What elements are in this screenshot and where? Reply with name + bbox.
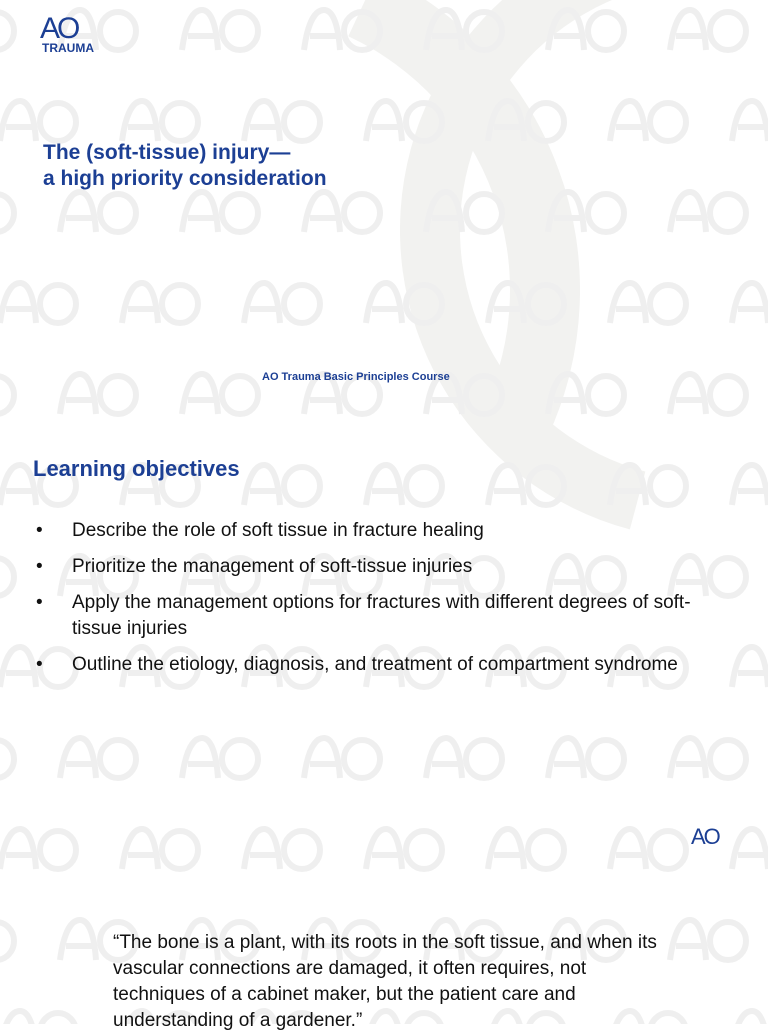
watermark-o-shape (222, 376, 258, 414)
watermark-a-shape (182, 738, 218, 778)
watermark-o-shape (710, 740, 746, 778)
watermark-o-shape (0, 12, 14, 50)
watermark-o-shape (466, 376, 502, 414)
watermark-o-shape (528, 285, 564, 323)
watermark-logo-icon (122, 283, 198, 323)
watermark-a-shape (244, 465, 280, 505)
watermark-logo-icon (488, 829, 564, 869)
list-item (36, 652, 736, 678)
watermark-o-shape (406, 103, 442, 141)
watermark-o-shape (0, 376, 14, 414)
watermark-o-shape (284, 103, 320, 141)
watermark-o-shape (344, 740, 380, 778)
watermark-o-shape (0, 194, 14, 232)
watermark-o-shape (528, 467, 564, 505)
watermark-logo-icon (732, 829, 768, 869)
watermark-a-shape (182, 10, 218, 50)
watermark-a-shape (488, 829, 524, 869)
watermark-a-shape (60, 920, 96, 960)
watermark-o-shape (650, 285, 686, 323)
watermark-logo-icon (488, 101, 564, 141)
watermark-logo-icon (610, 283, 686, 323)
watermark-a-shape (0, 1011, 36, 1024)
watermark-o-shape (162, 103, 198, 141)
watermark-o-shape (344, 194, 380, 232)
watermark-logo-icon (60, 374, 136, 414)
watermark-o-shape (284, 467, 320, 505)
ao-logo-small: AO (691, 824, 719, 849)
list-item (36, 554, 736, 580)
watermark-o-shape (588, 740, 624, 778)
watermark-o-shape (162, 285, 198, 323)
watermark-logo-icon (670, 738, 746, 778)
watermark-o-shape (40, 285, 76, 323)
watermark-o-shape (284, 831, 320, 869)
watermark-o-shape (40, 831, 76, 869)
objective-text: Apply the management options for fractures with different degrees of soft-tissue injuries (72, 592, 691, 639)
watermark-logo-icon (0, 283, 76, 323)
watermark-a-shape (122, 829, 158, 869)
watermark-logo-icon (732, 1011, 768, 1024)
watermark-o-shape (0, 922, 14, 960)
watermark-logo-icon (610, 829, 686, 869)
watermark-logo-icon (244, 829, 320, 869)
watermark-logo-icon (0, 920, 14, 960)
watermark-logo-icon (670, 10, 746, 50)
watermark-logo-icon (182, 10, 258, 50)
watermark-logo-icon (244, 283, 320, 323)
bullet-icon: • (36, 592, 43, 613)
watermark-a-shape (0, 647, 36, 687)
objectives-list (36, 518, 736, 688)
watermark-o-shape (588, 376, 624, 414)
watermark-logo-icon (0, 829, 76, 869)
watermark-a-shape (244, 283, 280, 323)
watermark-logo-icon (366, 101, 442, 141)
slide-title (43, 140, 327, 192)
watermark-a-shape (670, 920, 706, 960)
watermark-logo-icon (426, 10, 502, 50)
watermark-a-shape (488, 465, 524, 505)
watermark-o-shape (406, 831, 442, 869)
watermark-logo-icon (732, 283, 768, 323)
list-item (36, 590, 736, 642)
watermark-o-shape (710, 12, 746, 50)
watermark-logo-icon (304, 10, 380, 50)
watermark-a-shape (366, 829, 402, 869)
watermark-logo-icon (548, 738, 624, 778)
watermark-logo-icon (304, 738, 380, 778)
watermark-o-shape (588, 12, 624, 50)
watermark-logo-icon (548, 10, 624, 50)
watermark-a-shape (610, 829, 646, 869)
watermark-a-shape (610, 465, 646, 505)
watermark-a-shape (304, 738, 340, 778)
watermark-a-shape (732, 465, 768, 505)
watermark-o-shape (40, 1013, 76, 1024)
title-line-1: The (soft-tissue) injury— (43, 141, 291, 164)
watermark-logo-icon (60, 738, 136, 778)
watermark-o-shape (528, 831, 564, 869)
watermark-logo-icon (0, 192, 14, 232)
watermark-logo-icon (488, 465, 564, 505)
quote-text: “The bone is a plant, with its roots in the soft tissue, and when its vascular connections are damaged, it often requires, not techniques of a cabinet maker, but the patient care and understanding of a gardener.” (113, 932, 657, 1031)
watermark-a-shape (426, 192, 462, 232)
watermark-a-shape (732, 283, 768, 323)
watermark-o-shape (162, 831, 198, 869)
watermark-a-shape (732, 1011, 768, 1024)
watermark-logo-icon (610, 101, 686, 141)
objective-text: Outline the etiology, diagnosis, and treatment of compartment syndrome (72, 654, 678, 675)
watermark-logo-icon (366, 829, 442, 869)
ao-logo: AO (40, 12, 78, 45)
watermark-a-shape (732, 101, 768, 141)
watermark-a-shape (426, 10, 462, 50)
bullet-icon: • (36, 556, 43, 577)
watermark-o-shape (710, 922, 746, 960)
watermark-logo-icon (182, 374, 258, 414)
watermark-logo-icon (0, 1011, 76, 1024)
watermark-logo-icon (670, 192, 746, 232)
watermark-logo-icon (732, 465, 768, 505)
watermark-a-shape (182, 374, 218, 414)
watermark-a-shape (304, 10, 340, 50)
watermark-a-shape (548, 10, 584, 50)
objective-text: Prioritize the management of soft-tissue injuries (72, 556, 473, 577)
watermark-logo-icon (0, 738, 14, 778)
watermark-a-shape (488, 101, 524, 141)
learning-objectives-heading: Learning objectives (33, 456, 240, 481)
watermark-a-shape (670, 374, 706, 414)
title-line-2: a high priority consideration (43, 167, 327, 190)
watermark-logo-icon (548, 192, 624, 232)
watermark-logo-icon (244, 101, 320, 141)
watermark-a-shape (548, 374, 584, 414)
watermark-a-shape (670, 192, 706, 232)
watermark-logo-icon (0, 556, 14, 596)
watermark-o-shape (466, 194, 502, 232)
watermark-a-shape (60, 374, 96, 414)
course-name: AO Trauma Basic Principles Course (262, 371, 450, 383)
watermark-a-shape (366, 283, 402, 323)
watermark-o-shape (344, 12, 380, 50)
watermark-a-shape (548, 192, 584, 232)
watermark-a-shape (0, 101, 36, 141)
watermark-logo-icon (670, 920, 746, 960)
watermark-o-shape (100, 376, 136, 414)
watermark-a-shape (122, 283, 158, 323)
watermark-a-shape (488, 283, 524, 323)
watermark-a-shape (426, 738, 462, 778)
bullet-icon: • (36, 654, 43, 675)
watermark-logo-icon (610, 465, 686, 505)
watermark-o-shape (466, 12, 502, 50)
objective-text: Describe the role of soft tissue in fracture healing (72, 520, 484, 541)
ao-logo-subtitle: TRAUMA (42, 41, 94, 55)
watermark-a-shape (670, 10, 706, 50)
watermark-logo-icon (0, 10, 14, 50)
watermark-logo-icon (60, 192, 136, 232)
watermark-logo-icon (366, 283, 442, 323)
watermark-a-shape (0, 283, 36, 323)
watermark-o-shape (466, 740, 502, 778)
watermark-a-shape (182, 192, 218, 232)
watermark-a-shape (732, 647, 768, 687)
watermark-o-shape (100, 740, 136, 778)
bullet-icon: • (36, 520, 43, 541)
watermark-a-shape (610, 101, 646, 141)
watermark-a-shape (366, 465, 402, 505)
watermark-logo-icon (670, 374, 746, 414)
watermark-o-shape (0, 558, 14, 596)
watermark-a-shape (670, 738, 706, 778)
watermark-o-shape (650, 467, 686, 505)
watermark-o-shape (222, 194, 258, 232)
watermark-a-shape (60, 192, 96, 232)
watermark-logo-icon (182, 738, 258, 778)
watermark-o-shape (0, 740, 14, 778)
watermark-o-shape (40, 103, 76, 141)
watermark-a-shape (0, 829, 36, 869)
watermark-logo-icon (0, 101, 76, 141)
watermark-o-shape (406, 467, 442, 505)
watermark-a-shape (0, 465, 36, 505)
watermark-a-shape (244, 829, 280, 869)
watermark-a-shape (548, 738, 584, 778)
watermark-o-shape (100, 12, 136, 50)
watermark-logo-icon (732, 647, 768, 687)
watermark-a-shape (122, 101, 158, 141)
watermark-logo-icon (122, 829, 198, 869)
list-item (36, 518, 736, 544)
watermark-logo-icon (122, 101, 198, 141)
watermark-o-shape (650, 831, 686, 869)
watermark-o-shape (650, 103, 686, 141)
watermark-logo-icon (182, 192, 258, 232)
watermark-o-shape (710, 194, 746, 232)
watermark-a-shape (244, 101, 280, 141)
watermark-o-shape (222, 12, 258, 50)
watermark-o-shape (222, 740, 258, 778)
watermark-a-shape (304, 192, 340, 232)
watermark-a-shape (366, 101, 402, 141)
watermark-logo-icon (366, 465, 442, 505)
watermark-logo-icon (548, 374, 624, 414)
watermark-logo-icon (488, 283, 564, 323)
watermark-logo-icon (426, 738, 502, 778)
watermark-o-shape (588, 194, 624, 232)
watermark-a-shape (60, 738, 96, 778)
watermark-logo-icon (244, 465, 320, 505)
watermark-logo-icon (304, 192, 380, 232)
watermark-o-shape (406, 285, 442, 323)
watermark-o-shape (528, 103, 564, 141)
watermark-logo-icon (426, 192, 502, 232)
watermark-logo-icon (732, 101, 768, 141)
watermark-o-shape (710, 376, 746, 414)
watermark-a-shape (732, 829, 768, 869)
watermark-logo-icon (0, 374, 14, 414)
watermark-o-shape (284, 285, 320, 323)
watermark-a-shape (610, 283, 646, 323)
watermark-o-shape (100, 194, 136, 232)
